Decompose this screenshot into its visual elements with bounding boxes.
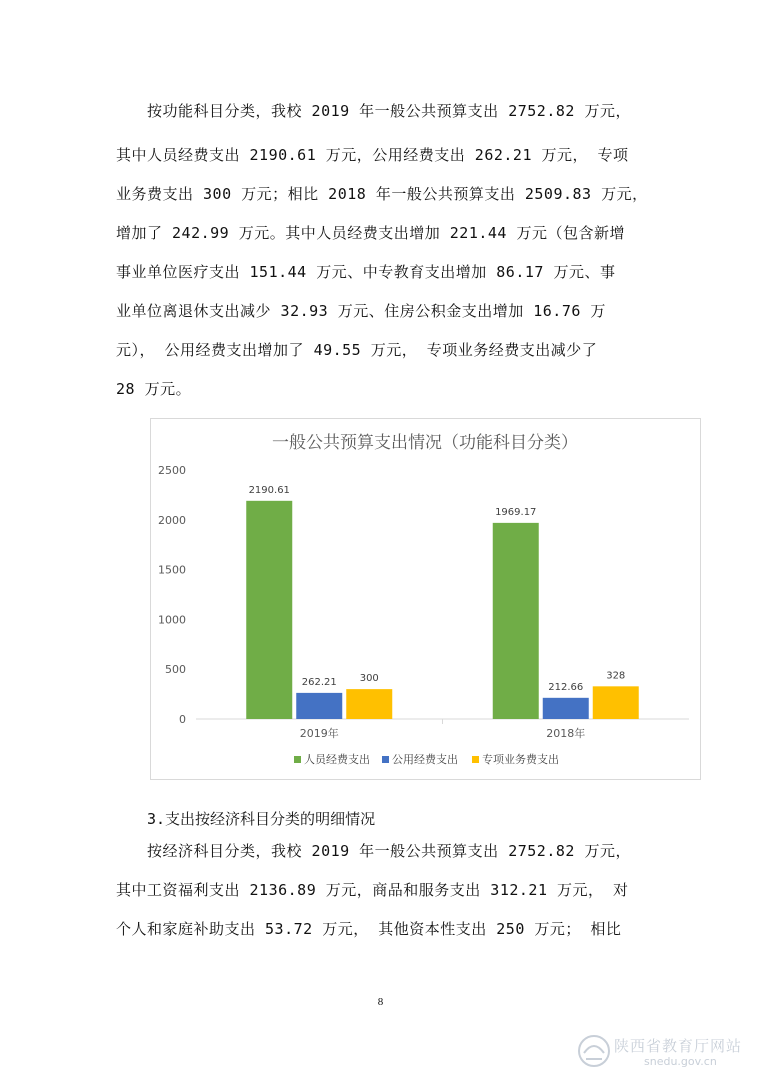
data-label: 300 <box>359 673 379 685</box>
bar-1 <box>296 693 342 719</box>
watermark-name: 陕西省教育厅网站 <box>614 1037 743 1055</box>
y-tick-label: 2500 <box>158 464 186 477</box>
text-line: 按经济科目分类，我校 2019 年一般公共预算支出 2752.82 万元， <box>147 842 631 860</box>
text-line: 事业单位医疗支出 151.44 万元、中专教育支出增加 86.17 万元、事 <box>116 263 616 281</box>
data-label: 212.66 <box>548 681 584 693</box>
x-tick-label: 2019年 <box>299 727 339 740</box>
legend-swatch <box>294 756 301 763</box>
data-label: 1969.17 <box>495 506 537 518</box>
site-watermark <box>572 1033 757 1071</box>
text-line: 28 万元。 <box>116 380 192 398</box>
text-line: 业单位离退休支出减少 32.93 万元、住房公积金支出增加 16.76 万 <box>116 302 606 320</box>
data-label: 328 <box>606 670 626 682</box>
y-tick-label: 1500 <box>158 563 186 577</box>
chart-title: 一般公共预算支出情况（功能科目分类） <box>272 433 578 453</box>
legend-label: 人员经费支出 <box>304 753 370 766</box>
bar-2 <box>593 686 639 719</box>
bar-2 <box>346 689 392 719</box>
legend-label: 专项业务费支出 <box>482 753 559 766</box>
text-line: 按功能科目分类，我校 2019 年一般公共预算支出 2752.82 万元， <box>147 102 631 120</box>
watermark-url: snedu.gov.cn <box>644 1055 717 1068</box>
legend-label: 公用经费支出 <box>392 753 458 766</box>
y-tick-label: 500 <box>165 663 186 677</box>
x-tick-label: 2018年 <box>546 727 586 740</box>
legend-swatch <box>472 756 479 763</box>
budget-chart <box>150 418 701 780</box>
text-line: 其中人员经费支出 2190.61 万元，公用经费支出 262.21 万元， 专项 <box>116 146 629 164</box>
text-line: 元）， 公用经费支出增加了 49.55 万元， 专项业务经费支出减少了 <box>116 341 598 359</box>
y-tick-label: 0 <box>179 713 186 726</box>
bar-0 <box>246 501 292 719</box>
section-heading: 3.支出按经济科目分类的明细情况 <box>147 810 376 828</box>
bar-1 <box>543 698 589 719</box>
data-label: 262.21 <box>301 676 337 688</box>
text-line: 其中工资福利支出 2136.89 万元，商品和服务支出 312.21 万元， 对 <box>116 881 629 899</box>
text-line: 业务费支出 300 万元；相比 2018 年一般公共预算支出 2509.83 万元， <box>116 185 648 203</box>
emblem-icon <box>574 1033 614 1069</box>
text-line: 增加了 242.99 万元。其中人员经费支出增加 221.44 万元（包含新增 <box>116 224 625 242</box>
legend-swatch <box>382 756 389 763</box>
bar-0 <box>493 523 539 719</box>
data-label: 2190.61 <box>248 484 290 496</box>
text-line: 个人和家庭补助支出 53.72 万元， 其他资本性支出 250 万元； 相比 <box>116 920 622 938</box>
y-tick-label: 1000 <box>158 613 186 627</box>
page-number: 8 <box>377 996 384 1008</box>
bar-chart-svg <box>151 419 700 779</box>
y-tick-label: 2000 <box>158 513 186 527</box>
